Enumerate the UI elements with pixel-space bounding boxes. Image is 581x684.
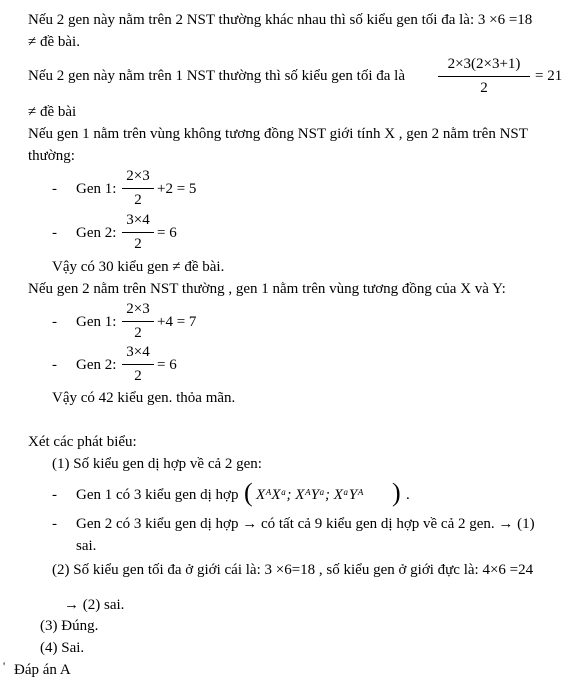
list-label: Gen 2: <box>76 225 117 241</box>
statement-3: (3) Đúng. <box>40 618 99 634</box>
text-line: thường: <box>28 148 75 164</box>
text-line: Nếu gen 1 nằm trên vùng không tương đồng NST giới tính X , gen 2 nằm trên NST <box>28 126 528 142</box>
list-label: Gen 2: <box>76 357 117 373</box>
fraction-denominator: 2 <box>134 192 142 208</box>
fraction-result: +4 = 7 <box>157 314 197 330</box>
fraction-result: = 21 <box>535 68 563 84</box>
fraction-bar <box>438 76 530 77</box>
text-line: Gen 1 có 3 kiểu gen dị hợp <box>76 487 239 503</box>
list-dash: - <box>52 357 57 373</box>
text-line: Xét các phát biểu: <box>28 434 137 450</box>
fraction-numerator: 3×4 <box>126 344 150 360</box>
answer-line: Đáp án A <box>14 662 71 678</box>
text-line: Vậy có 30 kiểu gen ≠ đề bài. <box>52 259 225 275</box>
fraction-bar <box>122 321 154 322</box>
list-dash: - <box>52 487 57 503</box>
text-line: → (2) sai. <box>64 597 125 613</box>
genotype-list: XᴬXᵃ; XᴬYᵃ; XᵃYᴬ <box>256 487 364 503</box>
text-line: ≠ đề bài <box>28 104 77 120</box>
text-line: sai. <box>76 538 97 554</box>
fraction-result: +2 = 5 <box>157 181 197 197</box>
statement-1: (1) Số kiểu gen dị hợp về cả 2 gen: <box>52 456 262 472</box>
statement-2: (2) Số kiểu gen tối đa ở giới cái là: 3 ×6=18 , số kiểu gen ở giới đực là: 4×6 =24 <box>52 562 534 578</box>
fraction-bar <box>122 188 154 189</box>
text-line: ≠ đề bài. <box>28 34 80 50</box>
margin-mark: ' <box>3 659 6 673</box>
text-line: Nếu 2 gen này nằm trên 2 NST thường khác nhau thì số kiểu gen tối đa là: 3 ×6 =18 <box>28 12 533 28</box>
list-label: Gen 1: <box>76 181 117 197</box>
text-line: Nếu gen 2 nằm trên NST thường , gen 1 nằm trên vùng tương đồng của X và Y: <box>28 281 506 297</box>
text-line: . <box>406 487 410 503</box>
text-line: Nếu 2 gen này nằm trên 1 NST thường thì số kiểu gen tối đa là <box>28 68 405 84</box>
fraction-result: = 6 <box>157 357 177 373</box>
fraction-bar <box>122 364 154 365</box>
text-line: Vậy có 42 kiểu gen. thỏa mãn. <box>52 390 236 406</box>
fraction-denominator: 2 <box>134 368 142 384</box>
fraction-numerator: 2×3 <box>126 301 150 317</box>
fraction-denominator: 2 <box>134 325 142 341</box>
fraction-numerator: 3×4 <box>126 212 150 228</box>
fraction-result: = 6 <box>157 225 177 241</box>
list-dash: - <box>52 516 57 532</box>
fraction-bar <box>122 232 154 233</box>
fraction-denominator: 2 <box>480 80 488 96</box>
list-dash: - <box>52 181 57 197</box>
list-dash: - <box>52 225 57 241</box>
paren-close: ) <box>392 478 401 507</box>
paren-open: ( <box>244 478 253 507</box>
fraction-numerator: 2×3(2×3+1) <box>447 56 521 72</box>
fraction-denominator: 2 <box>134 236 142 252</box>
text-line: Gen 2 có 3 kiểu gen dị hợp → có tất cả 9 kiểu gen dị hợp về cả 2 gen. → (1) <box>76 516 535 532</box>
fraction-numerator: 2×3 <box>126 168 150 184</box>
list-label: Gen 1: <box>76 314 117 330</box>
list-dash: - <box>52 314 57 330</box>
statement-4: (4) Sai. <box>40 640 85 656</box>
